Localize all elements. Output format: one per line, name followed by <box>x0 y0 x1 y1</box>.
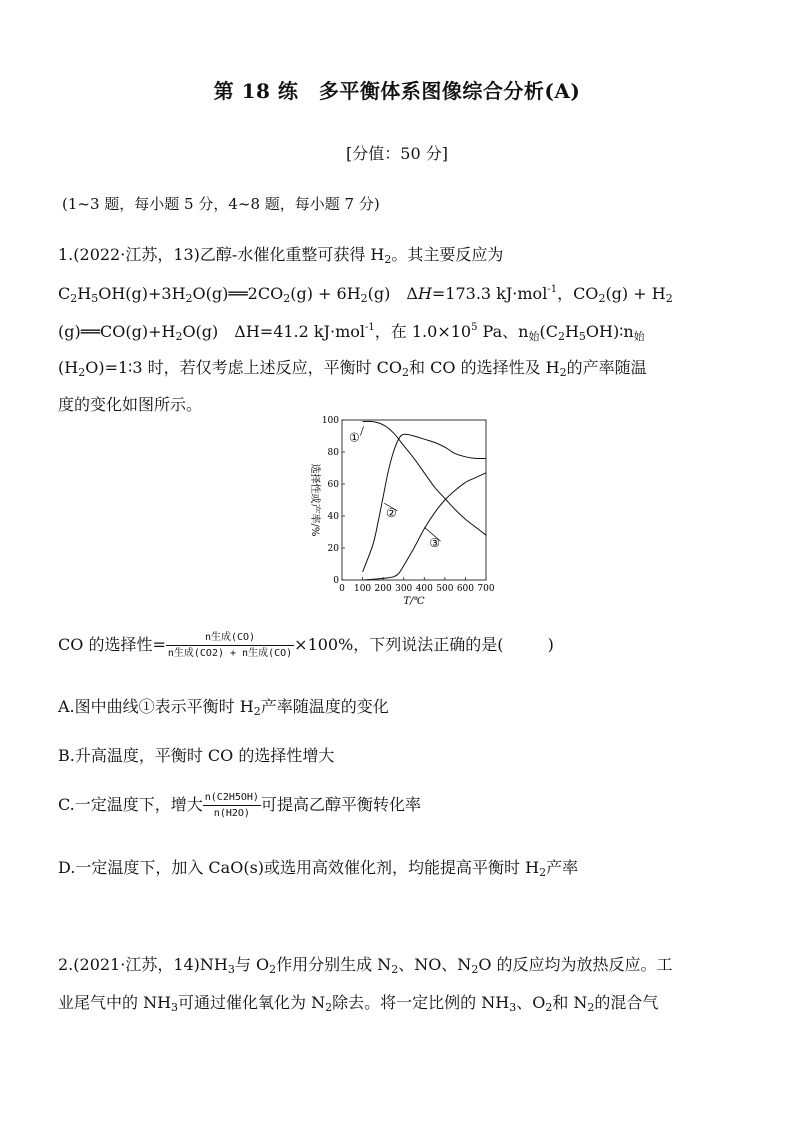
q2-line1: 2.(2021·江苏，$14)NH_3$与 $O_2$作用分别生成 $N_2$、NO、$N_2O$ 的反应均为放热反应。工 <box>58 955 673 976</box>
y-tick-label: 100 <box>321 416 339 426</box>
y-tick-label: 0 <box>333 576 339 586</box>
x-tick-label: 700 <box>477 584 495 594</box>
y-tick-label: 40 <box>327 512 339 522</box>
q1-line5: 度的变化如图所示。 <box>58 395 203 414</box>
curve-label-1: ① <box>348 430 360 445</box>
curve-leader-1 <box>360 426 363 435</box>
curve-label-2: ② <box>385 505 397 520</box>
series-curve-3 <box>363 473 486 580</box>
curve-label-3: ③ <box>429 536 440 551</box>
plot-frame <box>342 420 486 580</box>
option-c[interactable]: C.一定温度下，增大 $\frac{n(C2H5OH)}{n(H2O)}$ 可提高乙醇平衡转化率 <box>58 792 421 819</box>
co-selectivity-definition: CO 的选择性= $\frac{\text{n生成(CO)}}{\text{n生成(CO2) + n生成(CO)}}$ ×100%，下列说法正确的是( ) <box>58 632 554 659</box>
option-d[interactable]: D.一定温度下，加入 CaO(s)或选用高效催化剂，均能提高平衡时 $H_2$产率 <box>58 858 579 879</box>
y-tick-label: 80 <box>327 448 339 458</box>
q1-line3: $(g)══CO(g)+H_2O(g)$ ΔH=41.2 kJ·mol$^{-1}$，在 $1.0\times 10^5$ Pa、$n_始(C_2H_5OH)∶n_始$ <box>58 322 645 343</box>
score-info: [分值：50 分] <box>346 144 448 163</box>
option-a[interactable]: A.图中曲线①表示平衡时 $H_2$产率随温度的变化 <box>58 697 389 718</box>
x-tick-label: 200 <box>374 584 392 594</box>
series-curve-2 <box>363 434 486 572</box>
x-tick-label: 500 <box>436 584 454 594</box>
instructions: (1~3 题，每小题 5 分，4~8 题，每小题 7 分) <box>62 195 380 213</box>
y-tick-label: 20 <box>327 544 339 554</box>
y-tick-label: 60 <box>327 480 339 490</box>
page-title: 第 18 练 多平衡体系图像综合分析(A) <box>213 79 581 103</box>
q1-line4: $(H_2O)=1∶3$ 时，若仅考虑上述反应，平衡时 $CO_2$和 CO 的选择性及 $H_2$的产率随温 <box>58 358 647 379</box>
q1-line2: $C_2H_5OH(g)+3H_2O(g)══2CO_2(g) + 6H_2(g)$ ΔH=173.3 kJ·mol$^{-1}$，$CO_2(g) + H_2$ <box>58 284 673 305</box>
x-tick-label: 100 <box>353 584 372 594</box>
option-b[interactable]: B.升高温度，平衡时 CO 的选择性增大 <box>58 746 335 765</box>
x-tick-label: 400 <box>415 584 433 594</box>
y-axis-label: 选择性或产率/% <box>309 463 320 537</box>
selectivity-yield-chart <box>298 408 498 608</box>
x-tick-label: 600 <box>456 584 475 594</box>
selectivity-fraction: $\frac{\text{n生成(CO)}}{\text{n生成(CO2) + n生成(CO)}}$ <box>167 632 293 659</box>
ratio-fraction: $\frac{n(C2H5OH)}{n(H2O)}$ <box>204 792 259 819</box>
q2-line2: 业尾气中的 $NH_3$可通过催化氧化为 $N_2$除去。将一定比例的 $NH_3$、$O_2$和 $N_2$的混合气 <box>58 993 659 1014</box>
x-axis-label: T/℃ <box>403 596 425 607</box>
x-tick-label: 300 <box>395 584 413 594</box>
q1-line1: 1.(2022·江苏，13)乙醇-水催化重整可获得 $H_2$。其主要反应为 <box>58 245 504 266</box>
series-curve-1 <box>363 421 486 535</box>
x-tick-label: 0 <box>339 584 345 594</box>
